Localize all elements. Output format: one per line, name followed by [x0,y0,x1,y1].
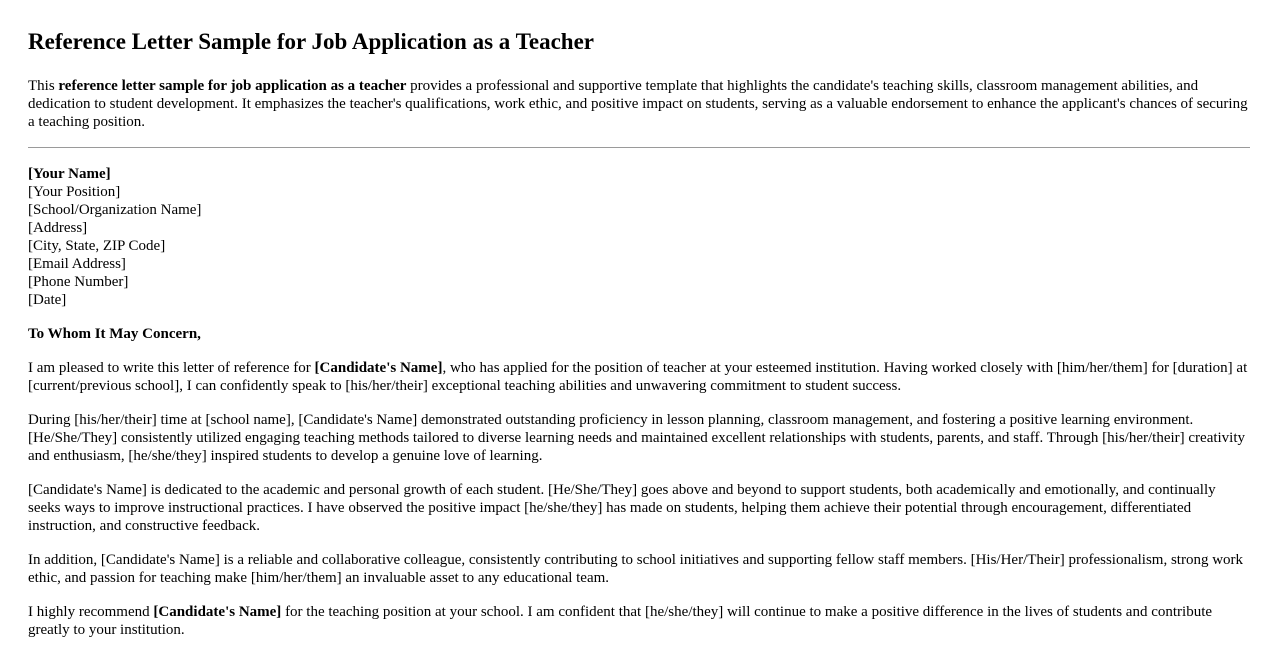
letter-paragraph-1 [28,359,1250,395]
section-divider [28,147,1250,148]
sender-city: [City, State, ZIP Code] [28,238,166,254]
intro-text-end: provides a professional and supportive template that highlights the candidate's teaching skills, classroom management abilities, and dedication to student development. It emphasizes the teacher's qualifications, work ethic, and positive impact on students, serving as a valuable endorsement to enhance the applicant's chances of securing a teaching position. [28,78,1248,130]
paragraph-5-end: for the teaching position at your school. I am confident that [he/she/they] will continue to make a positive difference in the lives of students and contribute greatly to your institution. [28,604,1213,638]
letter-paragraph-5 [28,603,1250,639]
sender-block [28,165,1250,309]
intro-text-start: This [28,78,59,94]
intro-paragraph [28,77,1250,131]
sender-organization: [School/Organization Name] [28,202,202,218]
sender-phone: [Phone Number] [28,274,129,290]
sender-email: [Email Address] [28,256,126,272]
sender-date: [Date] [28,292,67,308]
page-title: Reference Letter Sample for Job Application as a Teacher [28,29,594,54]
letter-paragraph-2: During [his/her/their] time at [school name], [Candidate's Name] demonstrated outstanding proficiency in lesson planning, classroom management, and fostering a positive learning environment. [He/She/They] consistently utilized engaging teaching methods tailored to diverse learning needs and maintained excellent relationships with students, parents, and staff. Through [his/her/their] creativity and enthusiasm, [he/she/they] inspired students to develop a genuine love of learning. [28,412,1246,464]
letter-paragraph-3: [Candidate's Name] is dedicated to the academic and personal growth of each student. [He/She/They] goes above and beyond to support students, both academically and emotionally, and continually seeks ways to improve instructional practices. I have observed the positive impact [he/she/they] has made on students, helping them achieve their potential through encouragement, differentiated instruction, and constructive feedback. [28,482,1216,534]
intro-bold-phrase: reference letter sample for job application as a teacher [58,78,407,94]
sender-address: [Address] [28,220,88,236]
paragraph-5-start: I highly recommend [28,604,154,620]
sender-position: [Your Position] [28,184,121,200]
candidate-name-bold: [Candidate's Name] [314,360,443,376]
paragraph-1-end: , who has applied for the position of teacher at your esteemed institution. Having worked closely with [him/her/them] for [duration] at [current/previous school], I can confidently speak to [his/her/their] exceptional teaching abilities and unwavering commitment to student success. [28,360,1248,394]
sender-name: [Your Name] [28,166,111,182]
letter-paragraph-4: In addition, [Candidate's Name] is a reliable and collaborative colleague, consistently contributing to school initiatives and supporting fellow staff members. [His/Her/Their] professionalism, strong work ethic, and passion for teaching make [him/her/them] an invaluable asset to any educational team. [28,552,1244,586]
paragraph-1-start: I am pleased to write this letter of reference for [28,360,315,376]
salutation: To Whom It May Concern, [28,326,201,342]
candidate-name-bold: [Candidate's Name] [153,604,282,620]
